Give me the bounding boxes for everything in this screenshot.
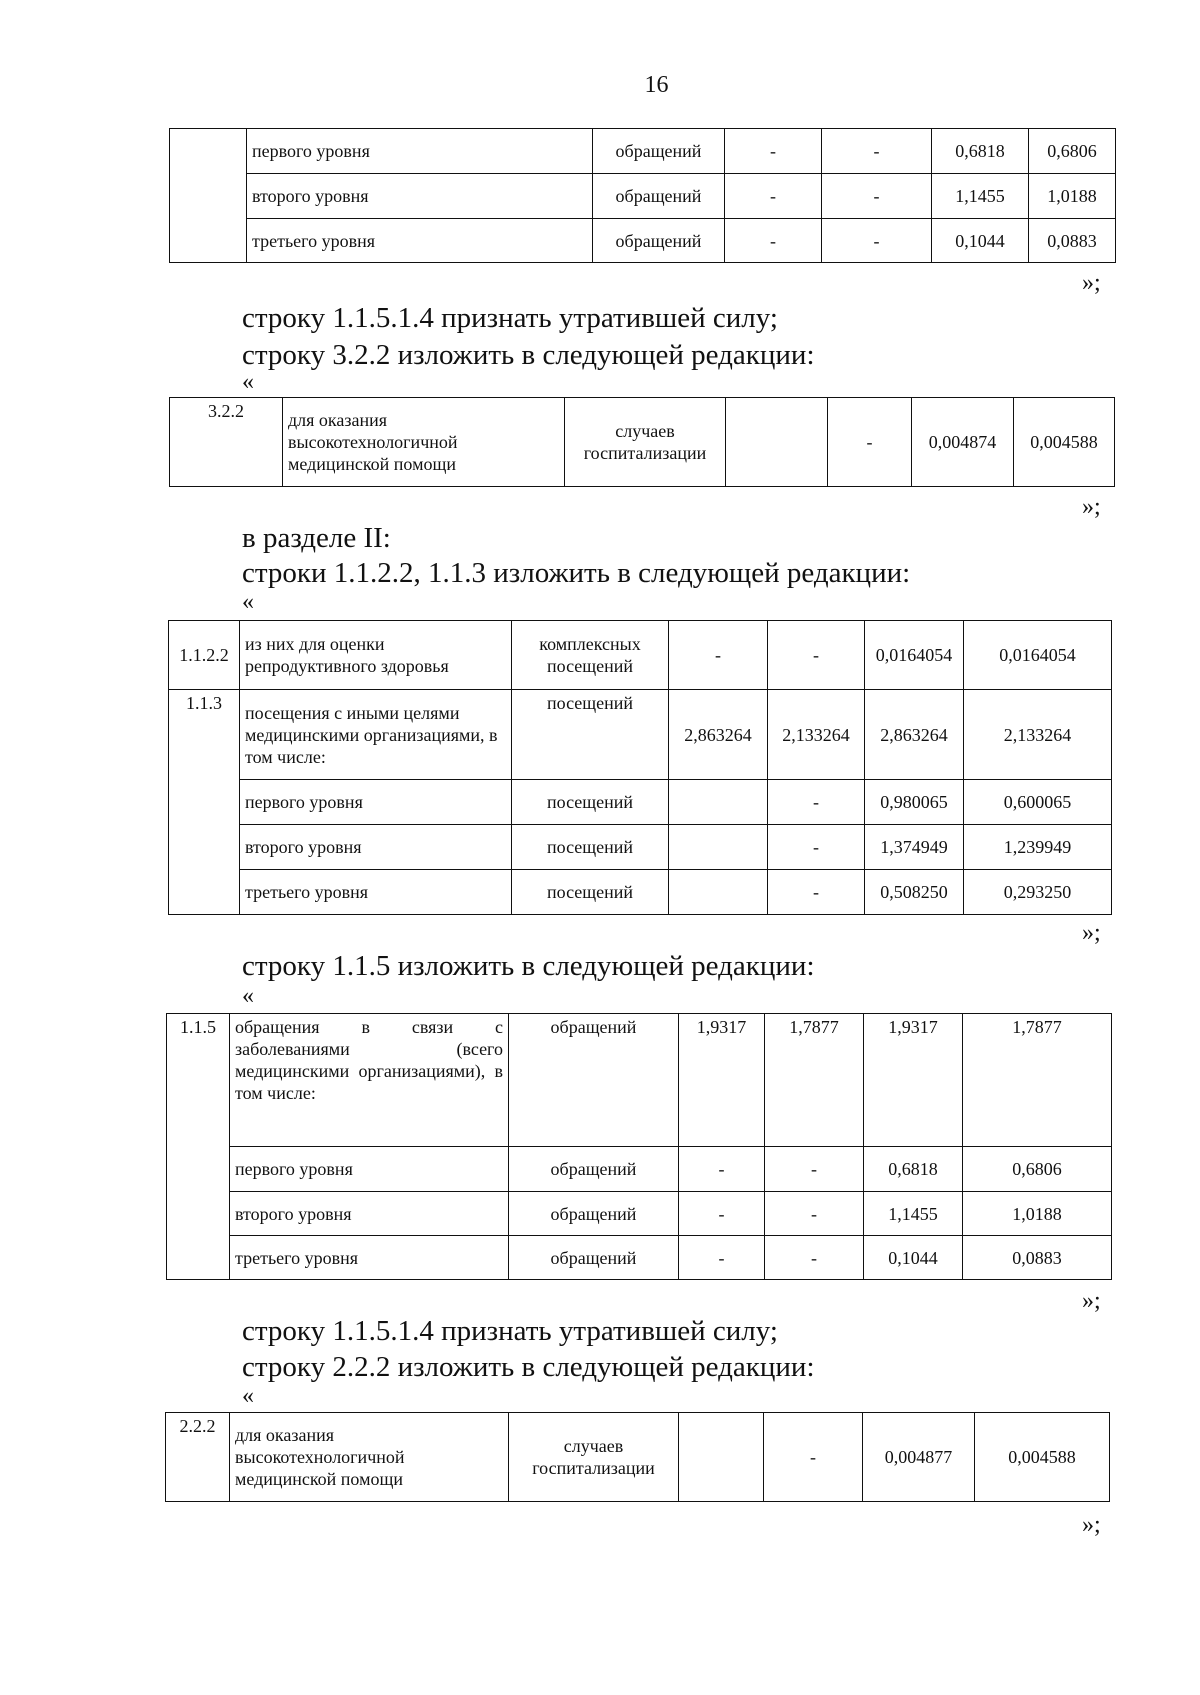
table-row xyxy=(169,825,1112,870)
value-cell xyxy=(669,870,768,915)
table-row xyxy=(167,1147,1112,1192)
value-cell: 0,1044 xyxy=(864,1236,963,1280)
value-cell: - xyxy=(828,398,912,487)
value-cell: - xyxy=(768,825,865,870)
close-quote: »; xyxy=(1082,1288,1101,1314)
table-rows-1-1-2-2-and-1-1-3 xyxy=(168,620,1112,915)
row-number: 1.1.2.2 xyxy=(169,621,240,690)
value-cell: - xyxy=(679,1147,765,1192)
table-row xyxy=(167,1192,1112,1236)
row-unit: случаев госпитализации xyxy=(565,398,726,487)
value-cell: 1,9317 xyxy=(679,1014,765,1147)
value-cell: - xyxy=(768,870,865,915)
paragraph: строку 2.2.2 изложить в следующей редакции: xyxy=(242,1351,815,1383)
value-cell: 0,6806 xyxy=(963,1147,1112,1192)
row-unit: посещений xyxy=(512,690,669,780)
table-row xyxy=(169,870,1112,915)
value-cell: 0,6818 xyxy=(864,1147,963,1192)
close-quote: »; xyxy=(1082,494,1101,520)
value-cell: 0,004588 xyxy=(975,1413,1110,1502)
row-number: 2.2.2 xyxy=(166,1413,230,1502)
paragraph: строку 1.1.5 изложить в следующей редакции: xyxy=(242,950,815,982)
row-label: третьего уровня xyxy=(247,219,593,263)
table-row xyxy=(166,1413,1110,1502)
row-unit: посещений xyxy=(512,870,669,915)
row-label: для оказания высокотехнологичной медицинской помощи xyxy=(230,1413,509,1502)
value-cell xyxy=(679,1413,764,1502)
row-label: третьего уровня xyxy=(230,1236,509,1280)
table-row xyxy=(169,780,1112,825)
row-label: обращения в связи с заболеваниями (всего медицинскими организациями), в том числе: xyxy=(230,1014,509,1147)
paragraph: строки 1.1.2.2, 1.1.3 изложить в следующей редакции: xyxy=(242,557,911,589)
paragraph: строку 3.2.2 изложить в следующей редакции: xyxy=(242,339,815,371)
paragraph: в разделе II: xyxy=(242,522,391,554)
table-row-1-1-5 xyxy=(166,1013,1112,1280)
row-number: 3.2.2 xyxy=(170,398,283,487)
value-cell: - xyxy=(765,1236,864,1280)
table-row xyxy=(167,1014,1112,1147)
value-cell: - xyxy=(822,219,932,263)
value-cell: - xyxy=(764,1413,863,1502)
value-cell: - xyxy=(768,780,865,825)
value-cell: 0,0164054 xyxy=(865,621,964,690)
table-row xyxy=(170,174,1116,219)
close-quote: »; xyxy=(1082,1512,1101,1538)
value-cell: 2,863264 xyxy=(865,690,964,780)
value-cell: 0,0883 xyxy=(1029,219,1116,263)
value-cell: 1,239949 xyxy=(964,825,1112,870)
open-quote: « xyxy=(242,983,254,1009)
row-unit: обращений xyxy=(593,219,725,263)
value-cell: - xyxy=(669,621,768,690)
value-cell: 0,980065 xyxy=(865,780,964,825)
value-cell: 0,600065 xyxy=(964,780,1112,825)
close-quote: »; xyxy=(1082,270,1101,296)
row-unit: комплексных посещений xyxy=(512,621,669,690)
value-cell: 0,508250 xyxy=(865,870,964,915)
value-cell: - xyxy=(725,219,822,263)
close-quote: »; xyxy=(1082,920,1101,946)
row-label: первого уровня xyxy=(230,1147,509,1192)
paragraph: строку 1.1.5.1.4 признать утратившей силу; xyxy=(242,1315,778,1347)
row-number: 1.1.5 xyxy=(167,1014,230,1280)
value-cell: 1,374949 xyxy=(865,825,964,870)
table-row xyxy=(170,398,1115,487)
table-row xyxy=(167,1236,1112,1280)
value-cell xyxy=(669,780,768,825)
value-cell xyxy=(726,398,828,487)
value-cell: 0,004874 xyxy=(912,398,1014,487)
value-cell: - xyxy=(725,174,822,219)
value-cell: - xyxy=(765,1147,864,1192)
row-label: первого уровня xyxy=(247,129,593,174)
row-unit: посещений xyxy=(512,780,669,825)
row-unit: случаев госпитализации xyxy=(509,1413,679,1502)
value-cell: 1,0188 xyxy=(963,1192,1112,1236)
value-cell: 2,133264 xyxy=(768,690,865,780)
row-label: третьего уровня xyxy=(240,870,512,915)
value-cell: 0,004588 xyxy=(1014,398,1115,487)
value-cell: 1,1455 xyxy=(864,1192,963,1236)
value-cell: - xyxy=(822,129,932,174)
value-cell: 2,863264 xyxy=(669,690,768,780)
value-cell: 1,1455 xyxy=(932,174,1029,219)
row-unit: обращений xyxy=(509,1192,679,1236)
open-quote: « xyxy=(242,589,254,615)
value-cell: - xyxy=(725,129,822,174)
value-cell: - xyxy=(768,621,865,690)
table-row xyxy=(169,690,1112,780)
row-unit: обращений xyxy=(593,129,725,174)
value-cell: 0,004877 xyxy=(863,1413,975,1502)
table-top-continuation xyxy=(169,128,1116,263)
open-quote: « xyxy=(242,1383,254,1409)
value-cell: - xyxy=(679,1192,765,1236)
row-label: первого уровня xyxy=(240,780,512,825)
value-cell: 1,7877 xyxy=(963,1014,1112,1147)
page-number: 16 xyxy=(644,72,669,98)
table-row xyxy=(169,621,1112,690)
row-unit: обращений xyxy=(509,1014,679,1147)
value-cell: - xyxy=(765,1192,864,1236)
table-row-3-2-2 xyxy=(169,397,1115,487)
value-cell: 1,9317 xyxy=(864,1014,963,1147)
value-cell: 0,6818 xyxy=(932,129,1029,174)
value-cell: 0,0883 xyxy=(963,1236,1112,1280)
value-cell: 1,7877 xyxy=(765,1014,864,1147)
table-row xyxy=(170,219,1116,263)
value-cell: - xyxy=(679,1236,765,1280)
row-label: из них для оценки репродуктивного здоровья xyxy=(240,621,512,690)
value-cell: 0,6806 xyxy=(1029,129,1116,174)
value-cell: 1,0188 xyxy=(1029,174,1116,219)
value-cell: 0,0164054 xyxy=(964,621,1112,690)
row-unit: обращений xyxy=(593,174,725,219)
row-label: второго уровня xyxy=(230,1192,509,1236)
row-label: второго уровня xyxy=(247,174,593,219)
table-row xyxy=(170,129,1116,174)
row-unit: обращений xyxy=(509,1147,679,1192)
value-cell: - xyxy=(822,174,932,219)
row-unit: обращений xyxy=(509,1236,679,1280)
value-cell xyxy=(669,825,768,870)
row-label: для оказания высокотехнологичной медицинской помощи xyxy=(283,398,565,487)
table-row-2-2-2 xyxy=(165,1412,1110,1502)
open-quote: « xyxy=(242,369,254,395)
value-cell: 0,293250 xyxy=(964,870,1112,915)
value-cell: 0,1044 xyxy=(932,219,1029,263)
row-unit: посещений xyxy=(512,825,669,870)
paragraph: строку 1.1.5.1.4 признать утратившей силу; xyxy=(242,302,778,334)
row-label: второго уровня xyxy=(240,825,512,870)
row-label: посещения с иными целями медицинскими организациями, в том числе: xyxy=(240,690,512,780)
row-number: 1.1.3 xyxy=(169,690,240,915)
value-cell: 2,133264 xyxy=(964,690,1112,780)
empty-number-cell xyxy=(170,129,247,263)
